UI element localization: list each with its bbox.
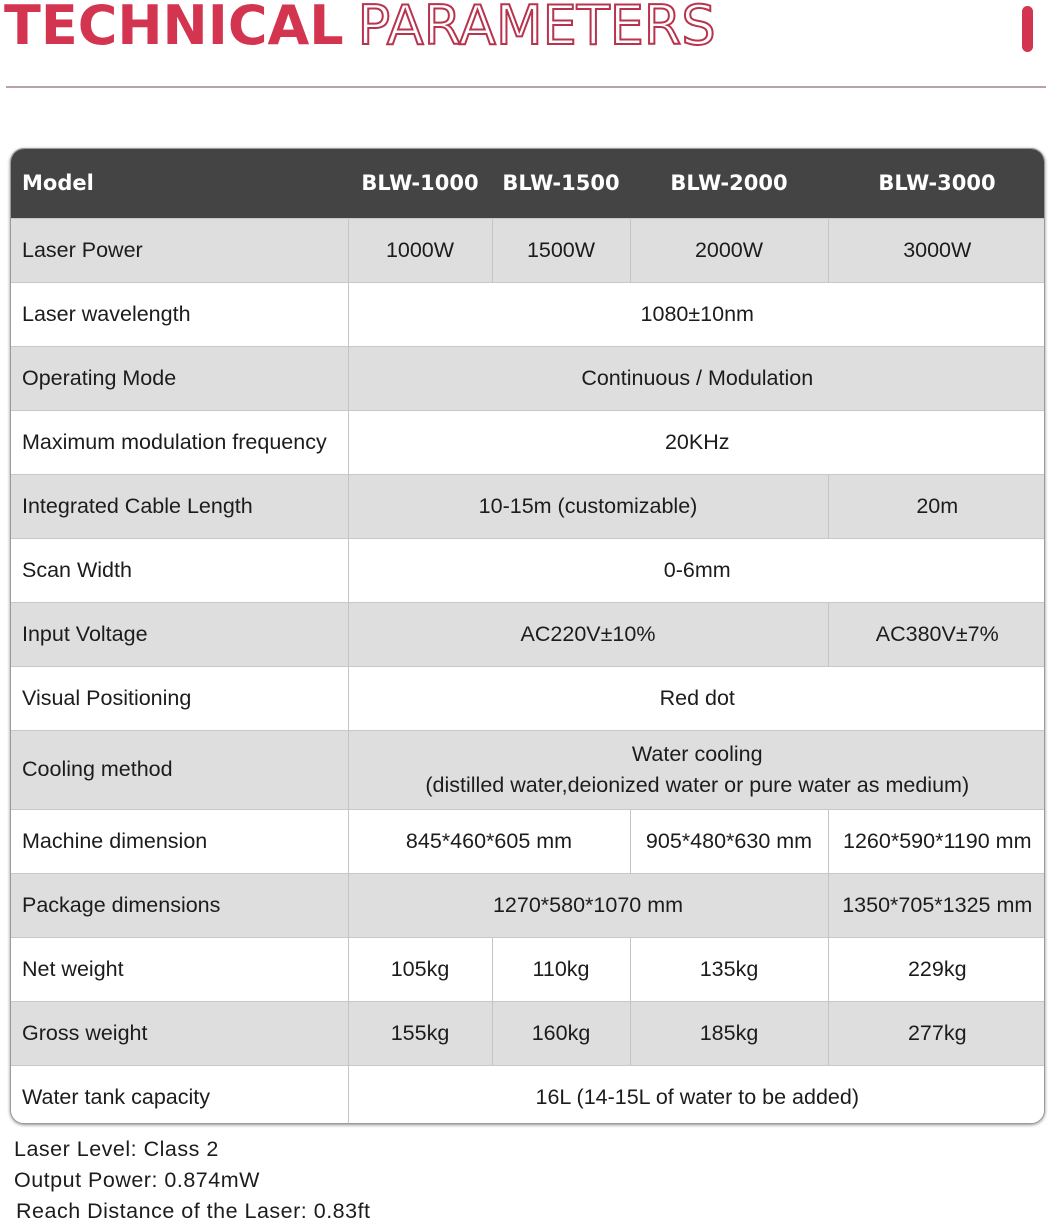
row-label: Visual Positioning <box>11 666 348 730</box>
row-value: 2000W <box>630 218 828 282</box>
table-row <box>11 602 1045 666</box>
row-label: Input Voltage <box>11 602 348 666</box>
row-label: Laser wavelength <box>11 282 348 346</box>
row-value: 0-6mm <box>348 538 1045 602</box>
row-value: Red dot <box>348 666 1045 730</box>
row-label: Water tank capacity <box>11 1065 348 1124</box>
laser-notes <box>14 1134 371 1227</box>
row-label: Cooling method <box>11 730 348 809</box>
row-value: 3000W <box>828 218 1045 282</box>
table-row <box>11 410 1045 474</box>
header-blw-3000: BLW-3000 <box>878 171 996 196</box>
row-value: 110kg <box>492 937 630 1001</box>
header-model: Model <box>22 171 94 196</box>
row-value <box>348 730 1045 809</box>
row-label: Maximum modulation frequency <box>11 410 348 474</box>
row-value: 1500W <box>492 218 630 282</box>
row-value: 20m <box>828 474 1045 538</box>
table-row <box>11 937 1045 1001</box>
header-blw-1500: BLW-1500 <box>502 171 620 196</box>
table-row <box>11 809 1045 873</box>
row-label: Package dimensions <box>11 873 348 937</box>
page-title <box>4 0 716 58</box>
row-value: 160kg <box>492 1001 630 1065</box>
row-value: 16L (14-15L of water to be added) <box>348 1065 1045 1124</box>
row-value: 20KHz <box>348 410 1045 474</box>
header-blw-2000: BLW-2000 <box>670 171 788 196</box>
header-divider <box>6 86 1046 88</box>
row-value: 155kg <box>348 1001 492 1065</box>
table-row <box>11 346 1045 410</box>
table-row <box>11 873 1045 937</box>
row-value: 845*460*605 mm <box>348 809 630 873</box>
row-value: 229kg <box>828 937 1045 1001</box>
row-label: Gross weight <box>11 1001 348 1065</box>
row-value: 905*480*630 mm <box>630 809 828 873</box>
table-row <box>11 1065 1045 1124</box>
accent-bar <box>1022 6 1033 52</box>
row-label: Machine dimension <box>11 809 348 873</box>
row-value: 135kg <box>630 937 828 1001</box>
table-row <box>11 474 1045 538</box>
row-value: 1000W <box>348 218 492 282</box>
value-line: (distilled water,deionized water or pure water as medium) <box>425 772 970 797</box>
note-reach-distance: Reach Distance of the Laser: 0.83ft <box>16 1199 371 1223</box>
row-value: AC220V±10% <box>348 602 828 666</box>
value-line: Water cooling <box>631 741 763 766</box>
table-row <box>11 218 1045 282</box>
row-value: 105kg <box>348 937 492 1001</box>
row-value: 1080±10nm <box>348 282 1045 346</box>
row-value: 277kg <box>828 1001 1045 1065</box>
row-value: AC380V±7% <box>828 602 1045 666</box>
row-value: 10-15m (customizable) <box>348 474 828 538</box>
table-row <box>11 730 1045 809</box>
table-row <box>11 1001 1045 1065</box>
note-laser-level: Laser Level: Class 2 <box>14 1137 219 1161</box>
row-label: Net weight <box>11 937 348 1001</box>
table-row <box>11 666 1045 730</box>
table-row <box>11 538 1045 602</box>
row-value: 185kg <box>630 1001 828 1065</box>
title-solid: TECHNICAL <box>4 0 344 57</box>
row-label: Scan Width <box>11 538 348 602</box>
row-label: Operating Mode <box>11 346 348 410</box>
note-output-power: Output Power: 0.874mW <box>14 1168 260 1192</box>
table-header-row <box>11 149 1045 218</box>
spec-table <box>11 149 1045 1124</box>
row-value: 1350*705*1325 mm <box>828 873 1045 937</box>
row-label: Integrated Cable Length <box>11 474 348 538</box>
table-row <box>11 282 1045 346</box>
row-value: 1260*590*1190 mm <box>828 809 1045 873</box>
title-outline: PARAMETERS <box>357 0 716 57</box>
spec-table-container <box>10 148 1045 1124</box>
header-blw-1000: BLW-1000 <box>361 171 479 196</box>
row-value: 1270*580*1070 mm <box>348 873 828 937</box>
row-value: Continuous / Modulation <box>348 346 1045 410</box>
row-label: Laser Power <box>11 218 348 282</box>
